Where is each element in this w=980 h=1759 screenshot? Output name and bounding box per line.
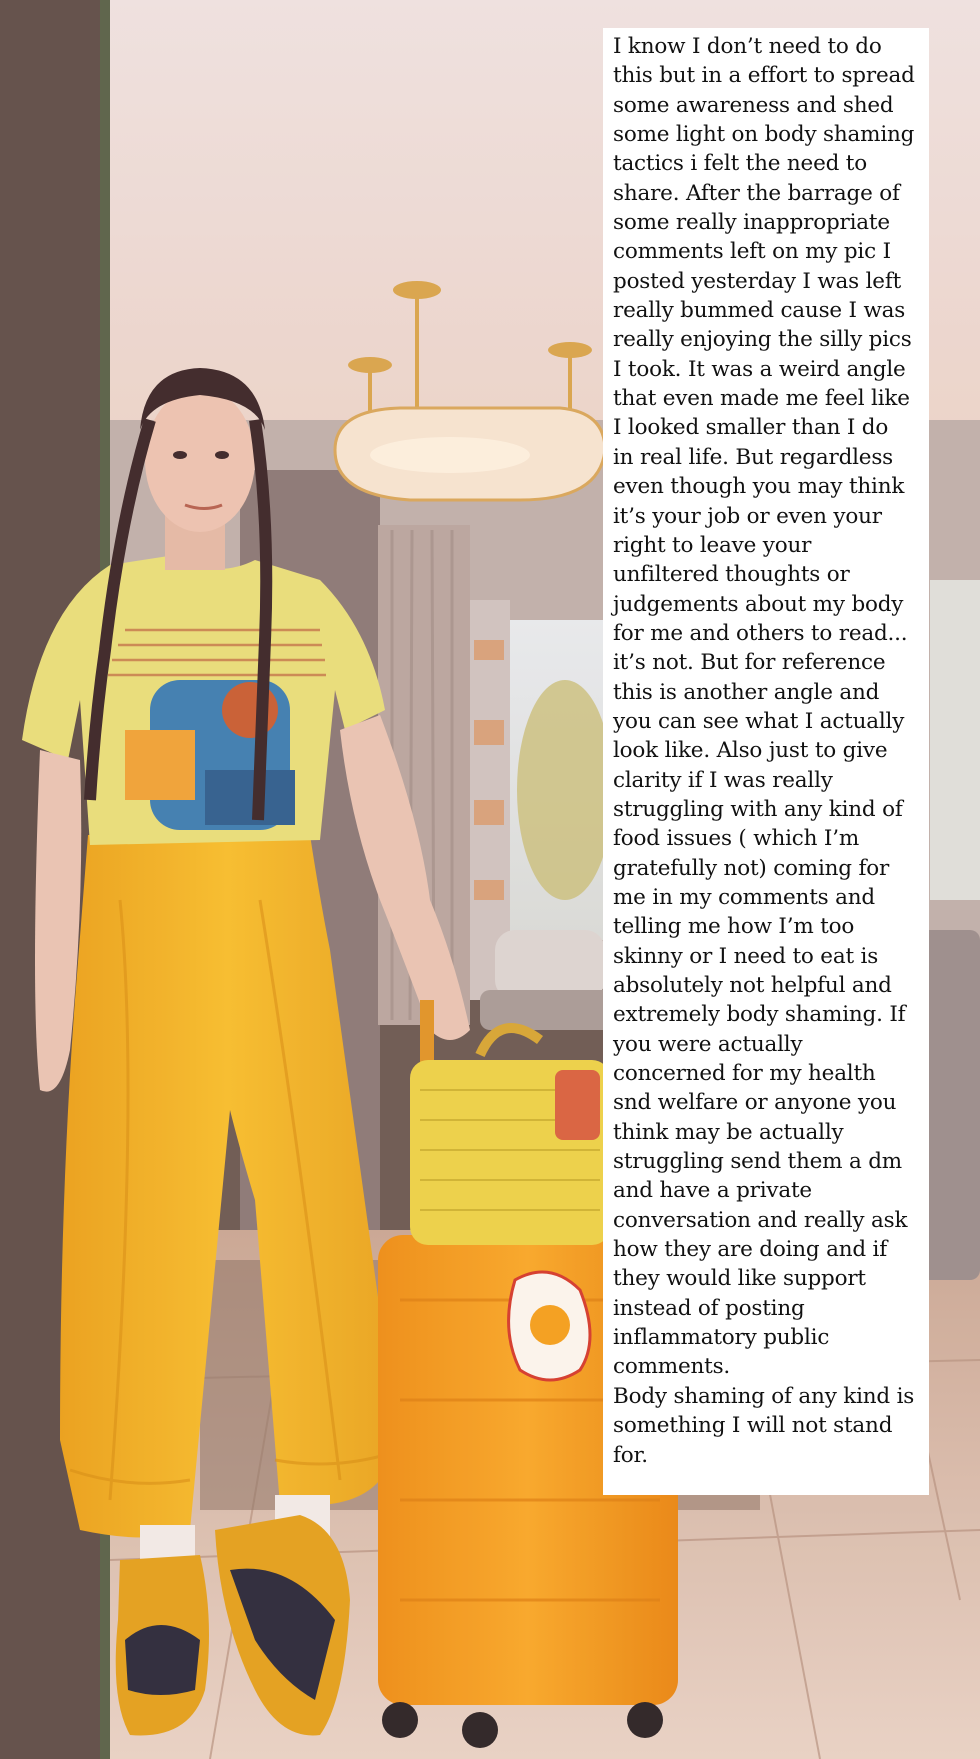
caption-line: I took. It was a weird angle: [613, 356, 906, 382]
caption-line: struggling with any kind of: [613, 796, 903, 822]
caption-line: it’s your job or even your: [613, 503, 882, 529]
caption-line: how they are doing and if: [613, 1237, 887, 1263]
caption-line: really enjoying the silly pics: [613, 327, 912, 353]
caption-line: concerned for my health: [613, 1061, 876, 1087]
caption-line: it’s not. But for reference: [613, 650, 886, 676]
caption-line: posted yesterday I was left: [613, 268, 902, 294]
caption-line: that even made me feel like: [613, 386, 910, 412]
caption-line: and have a private: [613, 1178, 812, 1204]
story-text-caption: [603, 28, 929, 1495]
caption-line: you were actually: [613, 1031, 803, 1057]
caption-line: look like. Also just to give: [613, 738, 888, 764]
caption-line: extremely body shaming. If: [613, 1002, 906, 1028]
caption-line: conversation and really ask: [613, 1207, 908, 1233]
caption-line: clarity if I was really: [613, 767, 833, 793]
caption-line: skinny or I need to eat is: [613, 943, 879, 969]
caption-line: some awareness and shed: [613, 92, 894, 118]
caption-line: telling me how I’m too: [613, 914, 855, 940]
caption-line: right to leave your: [613, 532, 812, 558]
caption-line: this is another angle and: [613, 679, 880, 705]
caption-line: even though you may think: [613, 474, 905, 500]
caption-line: struggling send them a dm: [613, 1149, 902, 1175]
caption-line: they would like support: [613, 1266, 866, 1292]
caption-line: instead of posting: [613, 1295, 805, 1321]
caption-line: some light on body shaming: [613, 122, 915, 148]
caption-line: really bummed cause I was: [613, 298, 906, 324]
caption-line: share. After the barrage of: [613, 180, 900, 206]
caption-line: in real life. But regardless: [613, 444, 893, 470]
caption-line: inflammatory public: [613, 1325, 830, 1351]
caption-line: for me and others to read...: [613, 620, 908, 646]
caption-line: snd welfare or anyone you: [613, 1090, 897, 1116]
caption-line: gratefully not) coming for: [613, 855, 890, 881]
caption-line: comments left on my pic I: [613, 239, 891, 265]
caption-line: something I will not stand: [613, 1413, 893, 1439]
caption-line: tactics i felt the need to: [613, 151, 867, 177]
caption-line: absolutely not helpful and: [613, 973, 892, 998]
caption-line: you can see what I actually: [613, 708, 905, 734]
caption-line: I know I don’t need to do: [613, 34, 882, 59]
caption-line: me in my comments and: [613, 884, 875, 910]
caption-line: Body shaming of any kind is: [613, 1383, 915, 1409]
caption-line: comments.: [613, 1354, 731, 1380]
caption-line: unfiltered thoughts or: [613, 562, 850, 588]
caption-line: some really inappropriate: [613, 210, 890, 236]
caption-line: I looked smaller than I do: [613, 415, 889, 441]
caption-line: think may be actually: [613, 1119, 844, 1145]
caption-line: this but in a effort to spread: [613, 63, 915, 89]
caption-line: food issues ( which I’m: [613, 826, 860, 852]
caption-line: judgements about my body: [613, 591, 904, 617]
caption-line: for.: [613, 1442, 648, 1468]
